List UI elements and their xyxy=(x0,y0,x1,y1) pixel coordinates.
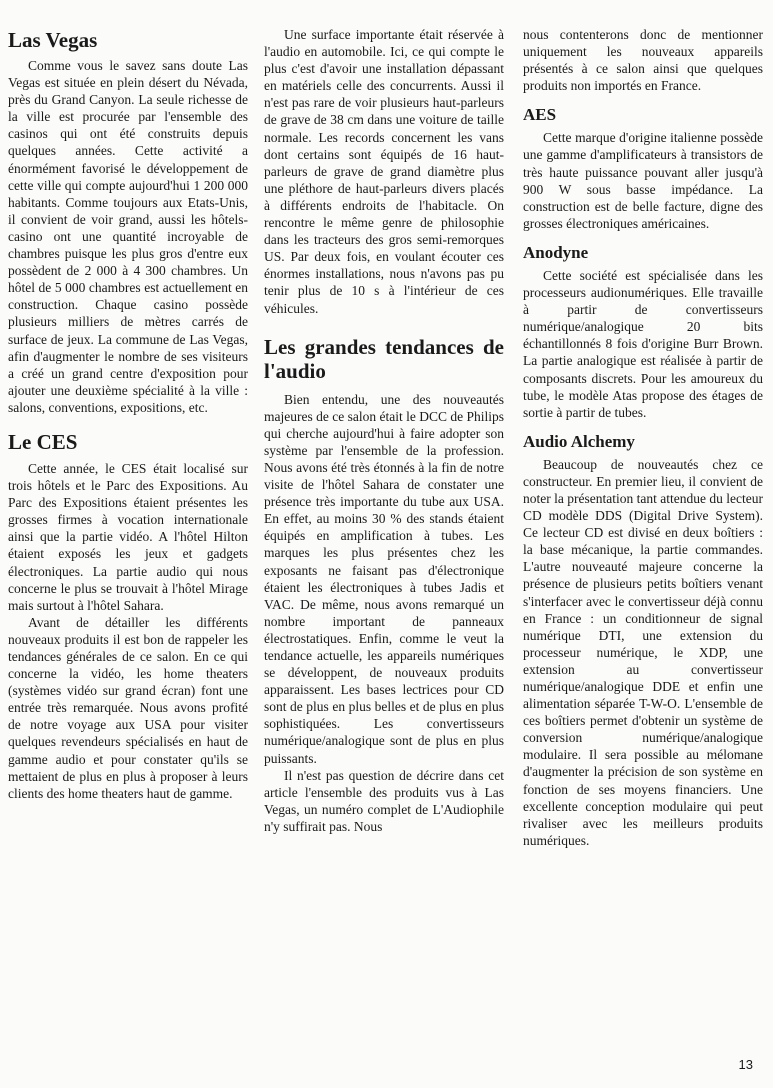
paragraph-anodyne: Cette société est spécialisée dans les processeurs audionumériques. Elle travaille à partir de convertisseurs numérique/analogique 20 bits échantillonnés 8 fois d'origine Burr Brown. La partie analogique est réalisée à partir de composants discrets. Pour les amoureux du tube, le modèle Atas propose des étages de sortie à partir de tubes. xyxy=(523,267,763,420)
heading-le-ces: Le CES xyxy=(8,429,78,454)
heading-grandes-tendances: Les grandes tendances de l'audio xyxy=(264,334,504,383)
paragraph-ces-location: Cette année, le CES était localisé sur trois hôtels et le Parc des Expositions. Au Parc des Expositions étaient présentes les grosses firmes à vocation internationale ainsi que la partie vidéo. A l'hôtel Hilton étaient exposés les jeux et gadgets électroniques. La partie audio qui nous concerne le plus se trouvait à l'hôtel Mirage mais surtout à l'hôtel Sahara. xyxy=(8,460,248,613)
paragraph-continuation: nous contenterons donc de mentionner uniquement les nouveaux appareils présentés à ce salon ainsi que quelques produits non importés en France. xyxy=(523,27,763,94)
paragraph-tendances: Bien entendu, une des nouveautés majeures de ce salon était le DCC de Philips qui cherche aujourd'hui à faire adopter son système par l'ensemble de la profession. Nous avons été très étonnés à la fin de notre visite de l'hôtel Sahara de constater une présence très importante du tube aux USA. En effet, au moins 30 % des stands étaient équipés en amplification à tubes. Les marques les plus présentes chez les exposants ne faisant pas d'électronique étaient les électroniques à tubes Jadis et VAC. De même, nous avons remarqué un nombre important de panneaux électrostatiques. Enfin, comme le veut la tendance actuelle, les appareils numériques se développent, de nouveaux produits apparaissent. Les bases lectrices pour CD sont de plus en plus belles et de plus en plus sophistiquées. Les convertisseurs numérique/analogique sont de plus en plus puissants. xyxy=(264,391,504,766)
column-2 xyxy=(264,26,504,835)
column-1 xyxy=(8,26,248,802)
paragraph-car-audio: Une surface importante était réservée à l'audio en automobile. Ici, ce qui compte le plus c'est d'avoir une installation dépassant en matériels celle des concurrents. Aussi il n'est pas rare de voir plusieurs haut-parleurs de grave de 38 cm dans une voiture de taille normale. Les records concernent les vans dont certains sont équipés de 16 haut-parleurs de grave de grand diamètre plus une pléthore de haut-parleurs divers placés à différents endroits de l'habitacle. On rencontre le même genre de philosophie dans les tracteurs des gros semi-remorques US. Par deux fois, en voulant écouter ces énormes installations, nous n'avons pas pu tenir plus de 10 s à l'intérieur de ces véhicules. xyxy=(264,27,504,316)
heading-aes: AES xyxy=(523,105,557,125)
paragraph-aes: Cette marque d'origine italienne possède une gamme d'amplificateurs à transistors de très haute puissance pouvant aller jusqu'à 900 W sous basse impédance. La construction est de belle facture, digne des grosses électroniques américaines. xyxy=(523,130,763,231)
paragraph-ces-trends: Avant de détailler les différents nouveaux produits il est bon de rappeler les tendances générales de ce salon. En ce qui concerne la vidéo, les home theaters (systèmes vidéo sur grand écran) font une entrée très remarquée. Nous avons profité de notre voyage aux USA pour visiter quelques revendeurs spécialisés en haut de gamme audio et pour constater qu'ils se mettaient de plus en plus à proposer à leurs clients des home theaters haut de gamme. xyxy=(8,614,248,801)
paragraph-audio-alchemy: Beaucoup de nouveautés chez ce constructeur. En premier lieu, il convient de noter la présentation tant attendue du lecteur CD modèle DDS (Digital Drive System). Ce lecteur CD est divisé en deux boîtiers : la base mécanique, la partie commandes. L'autre nouveauté majeure concerne la présence de plusieurs petits boîtiers venant s'interfacer avec le convertisseur déjà connu en France : un conditionneur de signal numérique DTI, une extension du processeur numérique, le XDP, une extension au convertisseur numérique/analogique DDE et enfin une alimentation séparée T-W-O. L'ensemble de ces boîtiers permet d'obtenir un système de conversion numérique/analogique modulaire. Il sera possible au mélomane d'augmenter la précision de son système en fonction de ses moyens financiers. Une excellente conception modulaire qui peut rivaliser avec les meilleurs produits numériques. xyxy=(523,456,763,848)
column-3 xyxy=(523,26,763,849)
page-number: 13 xyxy=(738,1057,753,1072)
paragraph-las-vegas: Comme vous le savez sans doute Las Vegas est située en plein désert du Névada, près du Grand Canyon. La seule richesse de la ville est procurée par l'ensemble des casinos qui ont été construits depuis quelques années. Cette activité a énormément favorisé le développement de cette ville qui compte aujourd'hui 1 200 000 habitants. Comme toujours aux Etats-Unis, il convient de voir grand, aussi les hôtels-casino ont une quantité incroyable de chambres puisque les plus gros d'entre eux possèdent de 2 000 à 4 300 chambres. Un hôtel de 5 000 chambres est actuellement en construction. Chaque casino possède plusieurs milliers de mètres carrés de surface de jeux. La commune de Las Vegas, afin d'augmenter le nombre de ses visiteurs a créé un grand centre d'exposition pour ajouter une deuxième spécialité à la ville : salons, conventions, expositions, etc. xyxy=(8,58,248,415)
paragraph-article-scope: Il n'est pas question de décrire dans cet article l'ensemble des produits vus à Las Vegas, un numéro complet de L'Audiophile n'y suffirait pas. Nous xyxy=(264,767,504,834)
heading-audio-alchemy: Audio Alchemy xyxy=(523,431,635,451)
heading-las-vegas: Las Vegas xyxy=(8,28,98,52)
heading-anodyne: Anodyne xyxy=(523,242,589,262)
